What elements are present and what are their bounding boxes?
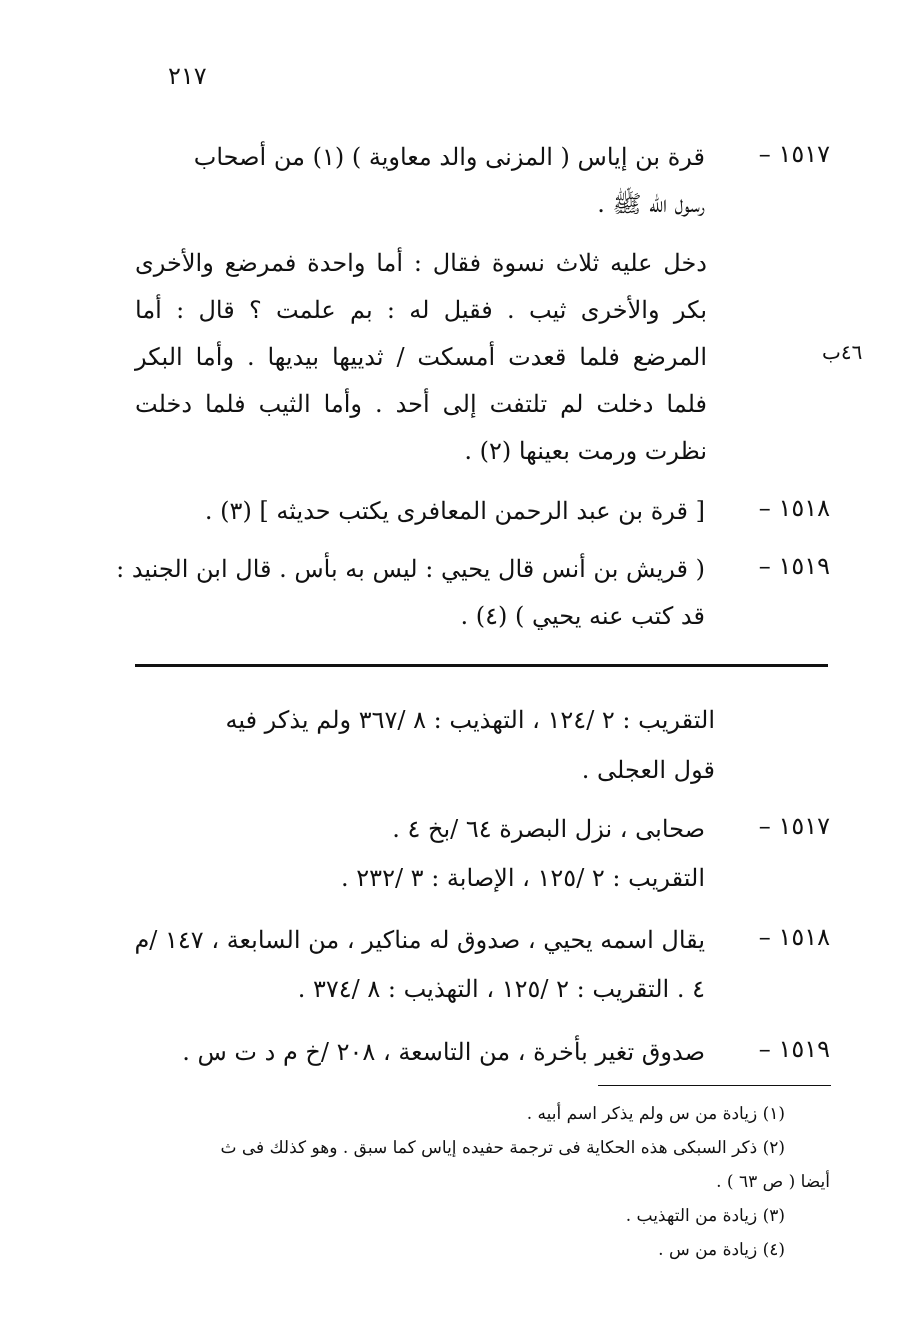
section-divider <box>135 664 828 667</box>
entry-number-1517: ١٥١٧ – <box>758 140 830 168</box>
margin-folio-note: ٤٦ب <box>822 340 863 364</box>
footnotes <box>135 1097 830 1267</box>
entry-1519-title-cont: قد كتب عنه يحيي ) (٤) . <box>460 602 705 630</box>
note-1517-line2: التقريب : ٢ /١٢٥ ، الإصابة : ٣ /٢٣٢ . <box>341 864 705 892</box>
footnote-1: (١) زيادة من س ولم يذكر اسم أبيه . <box>526 1104 785 1124</box>
entry-number-1519: ١٥١٩ – <box>758 552 830 580</box>
note-number-1519: ١٥١٩ – <box>758 1035 830 1063</box>
note-1518-line1: يقال اسمه يحيي ، صدوق له مناكير ، من السابعة ، ١٤٧ /م <box>134 926 705 954</box>
footnote-2: (٢) ذكر السبكى هذه الحكاية فى ترجمة حفيده إياس كما سبق . وهو كذلك فى ث <box>220 1138 785 1158</box>
entry-1517-title: قرة بن إياس ( المزنى والد معاوية ) (١) من أصحاب <box>193 143 705 171</box>
entry-1517-narrative: دخل عليه ثلاث نسوة فقال : أما واحدة فمرضع والأخرى بكر والأخرى ثيب . فقيل له : بم علمت ؟ قال : أما المرضع فلما قعدت أمسكت / ثدييها بيديها . وأما البكر فلما دخلت لم تلتفت إلى أحد . وأما الثيب فلما دخلت نظرت ورمت بعينها (٢) . <box>135 249 707 465</box>
entry-1518-title: [ قرة بن عبد الرحمن المعافرى يكتب حديثه ] (٣) . <box>204 497 705 525</box>
note-number-1517: ١٥١٧ – <box>758 812 830 840</box>
notes-intro-line2: قول العجلى . <box>581 756 715 784</box>
footnote-3: (٣) زيادة من التهذيب . <box>625 1206 785 1226</box>
entry-1519-title: ( قريش بن أنس قال يحيي : ليس به بأس . قال ابن الجنيد : <box>116 555 705 583</box>
footnote-4: (٤) زيادة من س . <box>658 1240 785 1260</box>
entry-1517-title-cont: رسول الله ﷺ . <box>597 190 705 218</box>
note-1518-line2: ٤ . التقريب : ٢ /١٢٥ ، التهذيب : ٨ /٣٧٤ . <box>297 975 705 1003</box>
entry-number-1518: ١٥١٨ – <box>758 494 830 522</box>
note-number-1518: ١٥١٨ – <box>758 923 830 951</box>
footnote-divider <box>598 1085 831 1086</box>
note-1517-line1: صحابى ، نزل البصرة ٦٤ /بخ ٤ . <box>392 815 705 843</box>
footnote-2-cont: أيضا ( ص ٦٣ ) . <box>716 1172 830 1192</box>
note-1519-line1: صدوق تغير بأخرة ، من التاسعة ، ٢٠٨ /خ م د ت س . <box>182 1038 705 1066</box>
notes-intro-line1: التقريب : ٢ /١٢٤ ، التهذيب : ٨ /٣٦٧ ولم يذكر فيه <box>225 706 715 734</box>
page-number: ٢١٧ <box>168 62 207 90</box>
